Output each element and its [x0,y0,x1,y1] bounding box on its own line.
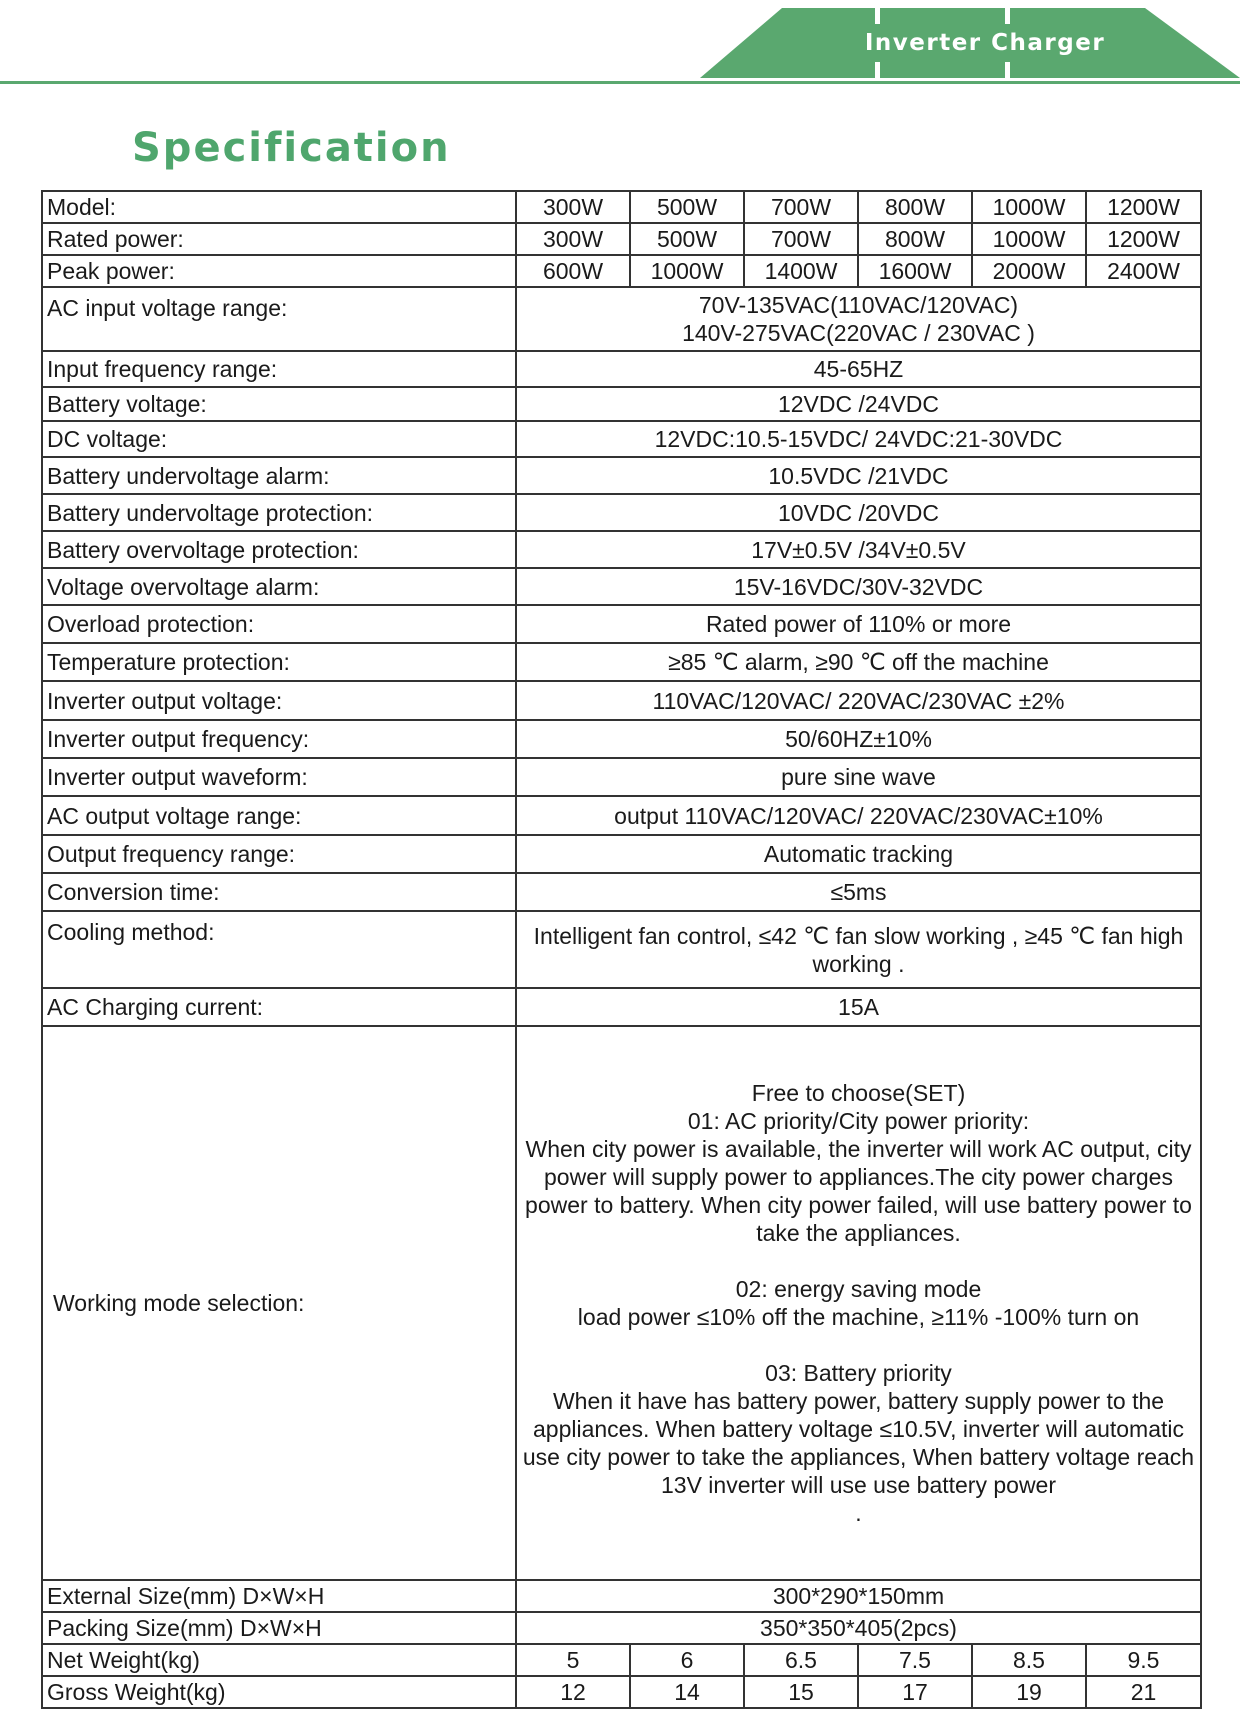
cell: 700W [744,191,858,223]
table-row [42,1612,1201,1644]
cell: pure sine wave [516,758,1201,796]
row-label: Voltage overvoltage alarm: [42,568,516,605]
cell: 10VDC /20VDC [516,494,1201,531]
row-label: AC input voltage range: [42,287,516,351]
cell: 50/60HZ±10% [516,720,1201,758]
row-label: Battery overvoltage protection: [42,531,516,568]
cell: 5 [516,1644,630,1676]
cell: 6.5 [744,1644,858,1676]
cell: 1400W [744,255,858,287]
cell: 2000W [972,255,1086,287]
table-row [42,531,1201,568]
cell: ≥85 ℃ alarm, ≥90 ℃ off the machine [516,643,1201,681]
table-row [42,720,1201,758]
row-label: Packing Size(mm) D×W×H [42,1612,516,1644]
table-row [42,911,1201,988]
cell: 17V±0.5V /34V±0.5V [516,531,1201,568]
table-row [42,457,1201,494]
row-label: Cooling method: [42,911,516,988]
cell: 1000W [972,223,1086,255]
cell: 110VAC/120VAC/ 220VAC/230VAC ±2% [516,681,1201,720]
cell: 8.5 [972,1644,1086,1676]
row-label: Battery voltage: [42,387,516,421]
cell: 45-65HZ [516,351,1201,387]
table-row [42,223,1201,255]
cell: 70V-135VAC(110VAC/120VAC) 140V-275VAC(220VAC / 230VAC ) [516,287,1201,351]
table-row [42,1644,1201,1676]
row-label: External Size(mm) D×W×H [42,1580,516,1612]
table-row [42,643,1201,681]
banner-title: Inverter Charger [864,30,1106,56]
cell: 15V-16VDC/30V-32VDC [516,568,1201,605]
row-label: Inverter output voltage: [42,681,516,720]
table-row [42,494,1201,531]
cell: Rated power of 110% or more [516,605,1201,643]
cell: 600W [516,255,630,287]
cell: Free to choose(SET) 01: AC priority/City power priority: When city power is available, the inverter will work AC output, city power will supply power to appliances.The city power charges power to battery. When city power failed, will use battery power to take the appliances. 02: energy saving mode load power ≤10% off the machine, ≥11% -100% turn on 03: Battery priority When it have has battery power, battery supply power to the appliances. When battery voltage ≤10.5V, inverter will automatic use city power to take the appliances, When battery voltage reach 13V inverter will use use battery power . [516,1026,1201,1580]
cell: 500W [630,223,744,255]
cell: 7.5 [858,1644,972,1676]
cell: 500W [630,191,744,223]
cell: 12VDC /24VDC [516,387,1201,421]
cell: 300W [516,223,630,255]
row-label: Battery undervoltage alarm: [42,457,516,494]
table-row [42,605,1201,643]
table-row [42,421,1201,457]
table-row [42,758,1201,796]
table-row [42,796,1201,835]
row-label: Battery undervoltage protection: [42,494,516,531]
row-label: Model: [42,191,516,223]
table-row [42,1580,1201,1612]
cell: 1200W [1086,191,1201,223]
cell: 800W [858,191,972,223]
row-label: Peak power: [42,255,516,287]
cell: 17 [858,1676,972,1708]
table-row [42,351,1201,387]
row-label: Overload protection: [42,605,516,643]
row-label: Inverter output waveform: [42,758,516,796]
table-row [42,191,1201,223]
cell: Intelligent fan control, ≤42 ℃ fan slow working , ≥45 ℃ fan high working . [516,911,1201,988]
cell: 6 [630,1644,744,1676]
cell: 700W [744,223,858,255]
table-row [42,835,1201,873]
cell: 1000W [972,191,1086,223]
row-label: Net Weight(kg) [42,1644,516,1676]
cell: 10.5VDC /21VDC [516,457,1201,494]
table-row [42,873,1201,911]
cell: 300W [516,191,630,223]
table-row [42,988,1201,1026]
row-label: Conversion time: [42,873,516,911]
cell: 12VDC:10.5-15VDC/ 24VDC:21-30VDC [516,421,1201,457]
row-label: AC output voltage range: [42,796,516,835]
cell: 15A [516,988,1201,1026]
row-label: Output frequency range: [42,835,516,873]
cell: 1000W [630,255,744,287]
cell: 15 [744,1676,858,1708]
cell: Automatic tracking [516,835,1201,873]
cell: 1600W [858,255,972,287]
row-label: Input frequency range: [42,351,516,387]
cell: 1200W [1086,223,1201,255]
cell: ≤5ms [516,873,1201,911]
cell: 19 [972,1676,1086,1708]
table-row [42,1026,1201,1580]
row-label: AC Charging current: [42,988,516,1026]
table-row [42,387,1201,421]
row-label: DC voltage: [42,421,516,457]
page-title: Specification [132,125,451,171]
row-label: Rated power: [42,223,516,255]
row-label: Working mode selection: [42,1026,516,1580]
cell: 21 [1086,1676,1201,1708]
table-row [42,287,1201,351]
cell: 2400W [1086,255,1201,287]
table-row [42,255,1201,287]
cell: 14 [630,1676,744,1708]
table-row [42,1676,1201,1708]
table-row [42,681,1201,720]
cell: 300*290*150mm [516,1580,1201,1612]
row-label: Gross Weight(kg) [42,1676,516,1708]
spec-table [41,190,1202,1709]
cell: 350*350*405(2pcs) [516,1612,1201,1644]
cell: 800W [858,223,972,255]
row-label: Inverter output frequency: [42,720,516,758]
row-label: Temperature protection: [42,643,516,681]
table-row [42,568,1201,605]
cell: output 110VAC/120VAC/ 220VAC/230VAC±10% [516,796,1201,835]
cell: 9.5 [1086,1644,1201,1676]
cell: 12 [516,1676,630,1708]
